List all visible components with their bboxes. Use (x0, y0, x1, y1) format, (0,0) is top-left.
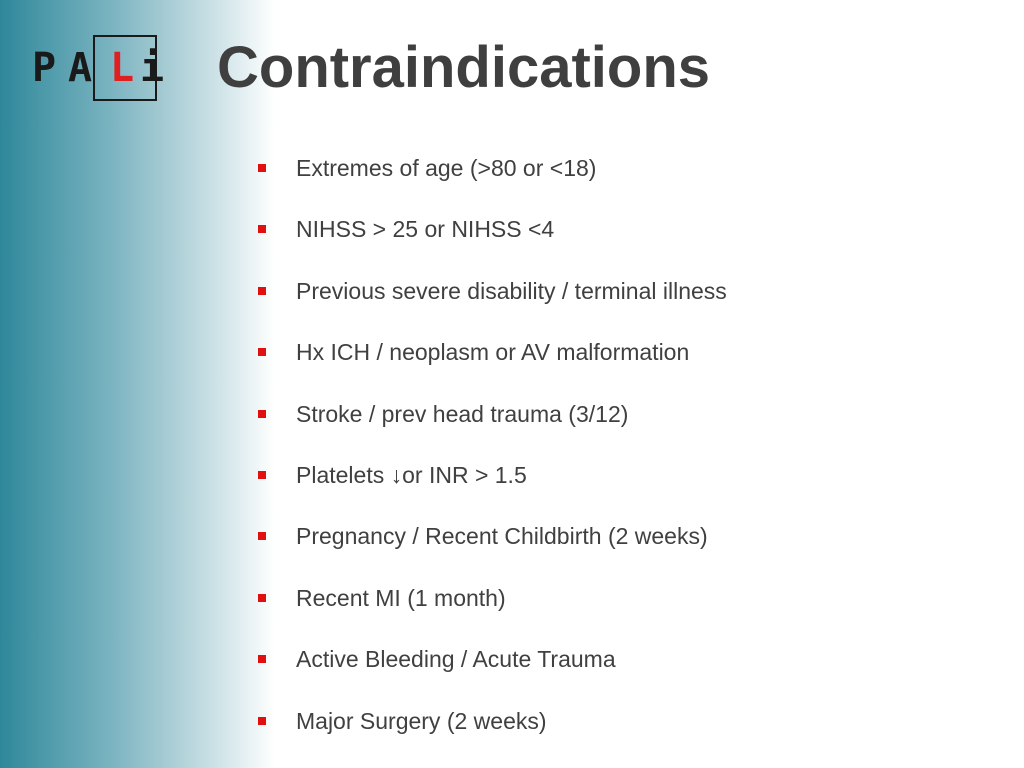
pali-logo (32, 34, 168, 106)
square-bullet-icon (258, 225, 266, 233)
bullet-item (258, 149, 727, 210)
square-bullet-icon (258, 532, 266, 540)
logo-letter-i: i (140, 45, 165, 91)
square-bullet-icon (258, 348, 266, 356)
bullet-list (258, 149, 727, 763)
bullet-text: Hx ICH / neoplasm or AV malformation (296, 339, 690, 366)
bullet-item (258, 395, 727, 456)
square-bullet-icon (258, 287, 266, 295)
slide-title: Contraindications (217, 35, 711, 100)
bullet-text: NIHSS > 25 or NIHSS <4 (296, 216, 555, 243)
bullet-text: Recent MI (1 month) (296, 584, 506, 611)
bullet-item (258, 517, 727, 578)
square-bullet-icon (258, 655, 266, 663)
bullet-item (258, 333, 727, 394)
square-bullet-icon (258, 164, 266, 172)
bullet-text: Pregnancy / Recent Childbirth (2 weeks) (296, 523, 708, 550)
bullet-text: Previous severe disability / terminal illness (296, 277, 727, 304)
bullet-item (258, 456, 727, 517)
bullet-text: Active Bleeding / Acute Trauma (296, 646, 616, 673)
bullet-item (258, 210, 727, 271)
bullet-item (258, 272, 727, 333)
logo-letter-l: L (110, 45, 135, 91)
bullet-item (258, 702, 727, 763)
bullet-item (258, 640, 727, 701)
square-bullet-icon (258, 717, 266, 725)
bullet-item (258, 579, 727, 640)
square-bullet-icon (258, 471, 266, 479)
bullet-text: Stroke / prev head trauma (3/12) (296, 400, 629, 427)
bullet-text: Extremes of age (>80 or <18) (296, 155, 597, 181)
logo-letter-a: A (68, 45, 93, 91)
bullet-text: Major Surgery (2 weeks) (296, 707, 547, 734)
square-bullet-icon (258, 594, 266, 602)
logo-letter-p: P (32, 45, 57, 91)
square-bullet-icon (258, 410, 266, 418)
bullet-text: Platelets ↓or INR > 1.5 (296, 461, 527, 488)
